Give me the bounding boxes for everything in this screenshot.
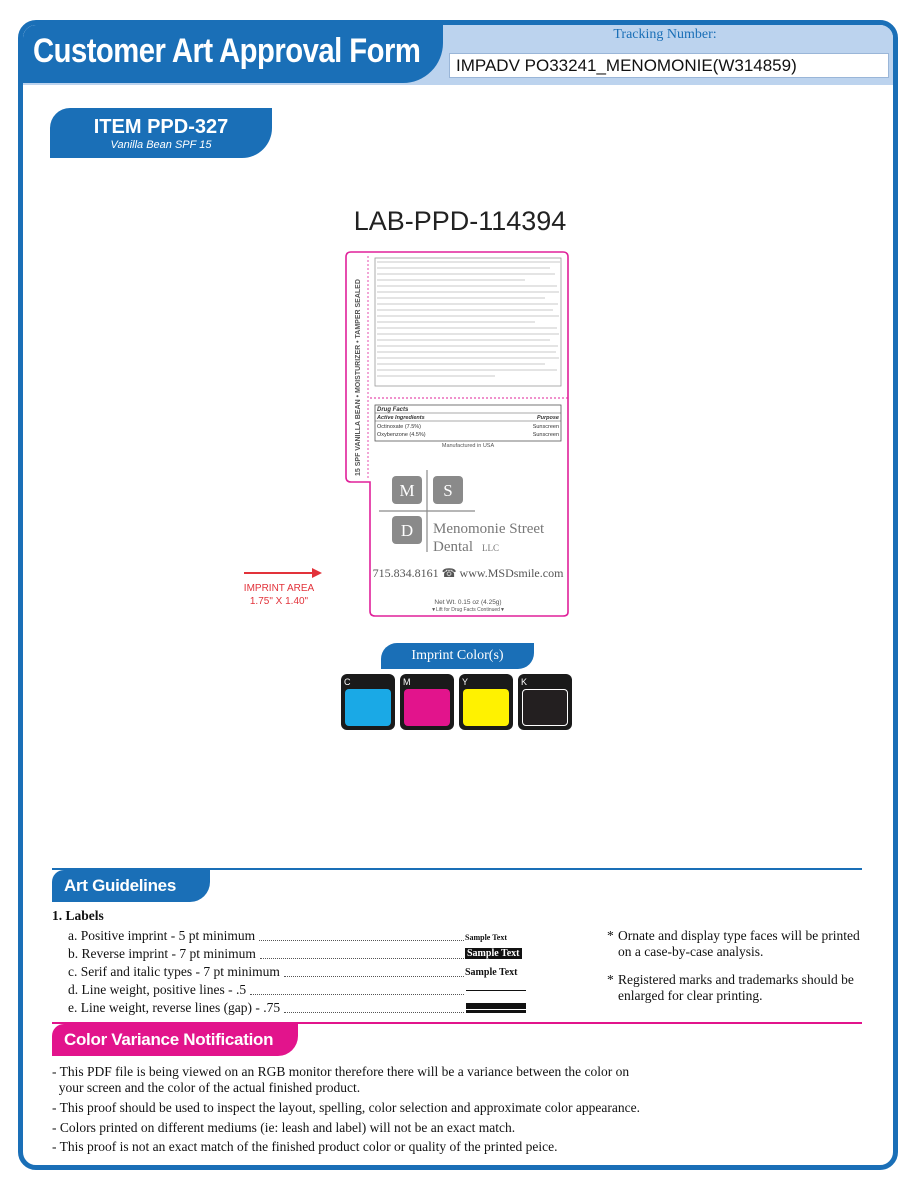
side-strip-text: 15 SPF VANILLA BEAN • MOISTURIZER • TAMPER SEALED	[355, 279, 362, 476]
guideline-row: e. Line weight, reverse lines (gap) - .75	[68, 999, 468, 1017]
svg-text:Oxybenzone (4.5%): Oxybenzone (4.5%)	[377, 432, 426, 438]
swatch-magenta: M	[400, 674, 454, 730]
drug-facts-title: Drug Facts	[377, 407, 409, 413]
item-badge	[50, 108, 272, 158]
guideline-row: b. Reverse imprint - 7 pt minimum	[68, 945, 468, 963]
svg-text:D: D	[400, 521, 414, 540]
swatch-cyan: C	[341, 674, 395, 730]
labels-section-title: 1. Labels	[52, 908, 104, 923]
item-subtitle: Vanilla Bean SPF 15	[110, 139, 212, 151]
tracking-number-field[interactable]: IMPADV PO33241_MENOMONIE(W314859)	[449, 53, 889, 78]
label-proof	[345, 250, 570, 618]
svg-text:Dental: Dental	[433, 539, 473, 555]
svg-text:LLC: LLC	[482, 543, 499, 553]
sample-positive: Sample Text	[465, 933, 508, 942]
sample-serif: Sample Text	[465, 967, 518, 978]
guideline-note: * Registered marks and trademarks should be enlarged for clear printing.	[607, 972, 854, 1003]
tracking-number-label: Tracking Number:	[613, 27, 717, 42]
svg-text:Sunscreen: Sunscreen	[532, 424, 559, 430]
svg-text:S: S	[443, 481, 453, 500]
art-guidelines-heading: Art Guidelines	[52, 870, 210, 902]
swatch-yellow: Y	[459, 674, 513, 730]
imprint-area-label: IMPRINT AREA 1.75" X 1.40"	[243, 583, 315, 607]
imprint-arrow-icon	[244, 566, 324, 580]
svg-text:Active Ingredients: Active Ingredients	[377, 415, 425, 421]
variance-line: - This proof should be used to inspect the layout, spelling, color selection and approximate color appearance.	[52, 1100, 640, 1115]
svg-text:Octinoxate (7.5%): Octinoxate (7.5%)	[377, 424, 422, 430]
variance-line: - This PDF file is being viewed on an RGB monitor therefore there will be a variance between the color on	[52, 1064, 630, 1079]
line-weight-reverse-bottom	[466, 1010, 526, 1013]
svg-text:Sunscreen: Sunscreen	[532, 432, 559, 438]
imprint-colors-title: Imprint Color(s)	[381, 643, 534, 669]
guideline-row: c. Serif and italic types - 7 pt minimum	[68, 963, 468, 981]
svg-text:Manufactured in USA: Manufactured in USA	[441, 443, 495, 449]
svg-text:M: M	[399, 481, 415, 500]
line-weight-positive	[466, 990, 526, 991]
form-title: Customer Art Approval Form	[33, 32, 421, 70]
color-variance-heading: Color Variance Notification	[52, 1024, 298, 1056]
svg-text:Menomonie Street: Menomonie Street	[433, 521, 545, 537]
sample-reverse: Sample Text	[467, 948, 520, 959]
variance-line: - This proof is not an exact match of the finished product color or quality of the printed peice.	[52, 1139, 558, 1154]
svg-text:Purpose: Purpose	[536, 415, 559, 421]
line-weight-reverse-top	[466, 1003, 526, 1009]
lab-code: LAB-PPD-114394	[353, 206, 567, 236]
variance-line: your screen and the color of the actual finished product.	[52, 1080, 361, 1095]
guideline-row: a. Positive imprint - 5 pt minimum	[68, 927, 468, 945]
variance-line: - Colors printed on different mediums (ie: leash and label) will not be an exact match.	[52, 1120, 516, 1135]
svg-text:▼Lift for Drug Facts Continued: ▼Lift for Drug Facts Continued▼	[431, 607, 505, 613]
svg-text:Net Wt. 0.15 oz (4.25g): Net Wt. 0.15 oz (4.25g)	[434, 599, 502, 606]
item-name: ITEM PPD-327	[93, 116, 229, 138]
contact-line: 715.834.8161 ☎ www.MSDsmile.com	[372, 566, 564, 580]
guideline-note: * Ornate and display type faces will be printed on a case-by-case analysis.	[607, 928, 860, 959]
guideline-row: d. Line weight, positive lines - .5	[68, 981, 468, 999]
swatch-black: K	[518, 674, 572, 730]
